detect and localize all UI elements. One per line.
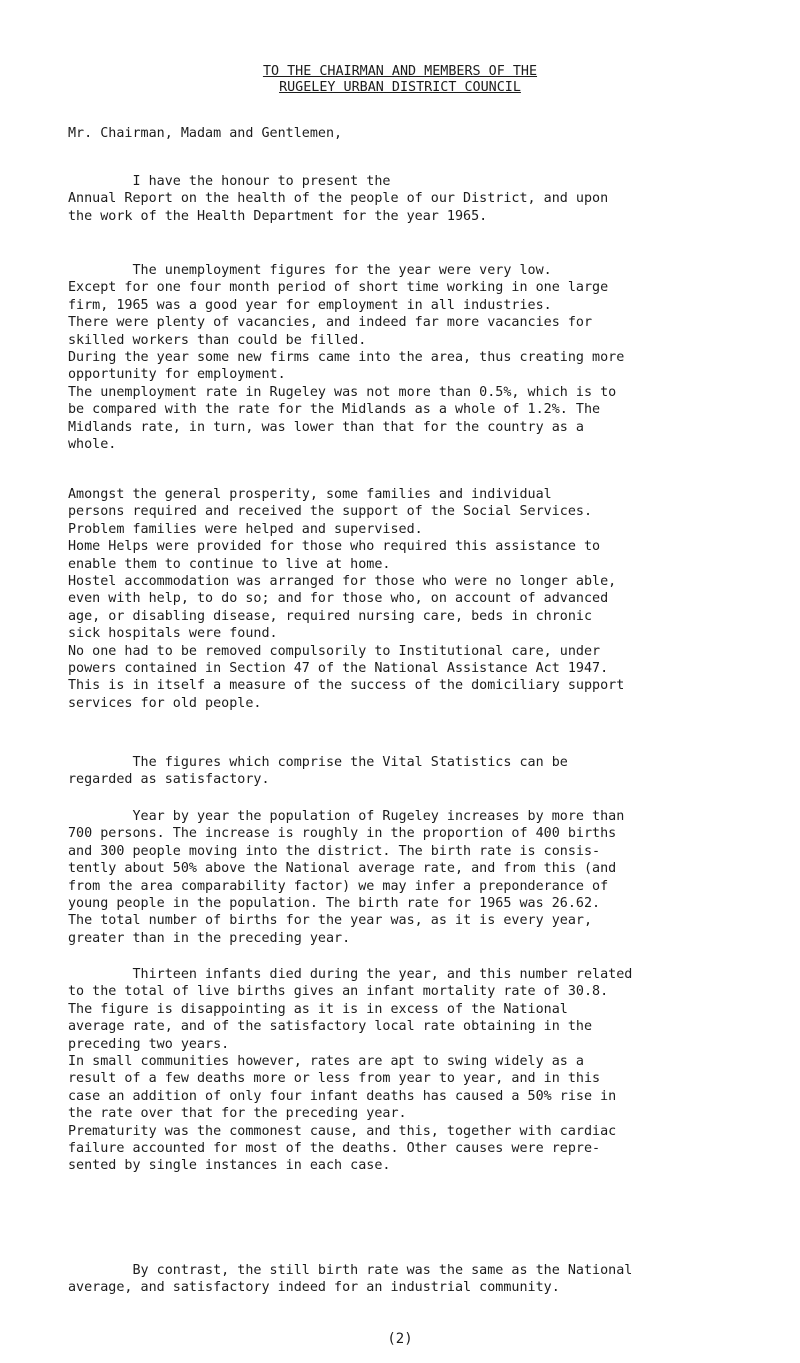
paragraph-social-services: Amongst the general prosperity, some families and individual persons required and received the support of the Social Services. Problem families were helped and supervised. Home Helps were provided for those who required this assistance to enable them to continue to live at home. Hostel accommodation was arranged for those who were no longer able, even with help, to do so; and for those who, on account of advanced age, or disabling disease, required nursing care, beds in chronic sick hospitals were found. No one had to be removed compulsorily to Institutional care, under powers contained in Section 47 of the National Assistance Act 1947. This is in itself a measure of the success of the domiciliary support services for old people. (68, 487, 625, 711)
salutation: Mr. Chairman, Madam and Gentlemen, (68, 126, 343, 141)
paragraph-infant-mortality: Thirteen infants died during the year, and this number related to the total of live births gives an infant mortality rate of 30.8. The figure is disappointing as it is in excess of the National average rate, and of the satisfactory local rate obtaining in the preceding two years. In small communities however, rates are apt to swing widely as a result of a few deaths more or less from year to year, and in this case an addition of only four infant deaths has caused a 50% rise in the rate over that for the preceding year. Prematurity was the commonest cause, and this, together with cardiac failure accounted for most of the deaths. Other causes were repre- sented by single instances in each case. (68, 967, 633, 1174)
paragraph-vital-statistics: The figures which comprise the Vital Statistics can be regarded as satisfactory. (68, 755, 568, 788)
paragraph-unemployment: The unemployment figures for the year were very low. Except for one four month period of short time working in one large firm, 1965 was a good year for employment in all industries. There were plenty of vacancies, and indeed far more vacancies for skilled workers than could be filled. During the year some new firms came into the area, thus creating more opportunity for employment. The unemployment rate in Rugeley was not more than 0.5%, which is to be compared with the rate for the Midlands as a whole of 1.2%. The Midlands rate, in turn, was lower than that for the country as a whole. (68, 263, 625, 453)
paragraph-still-birth: By contrast, the still birth rate was the same as the National average, and satisfactory indeed for an industrial community. (68, 1263, 633, 1296)
paragraph-population: Year by year the population of Rugeley increases by more than 700 persons. The increase is roughly in the proportion of 400 births and 300 people moving into the district. The birth rate is consis- tently about 50% above the National average rate, and from this (and from the area comparability factor) we may infer a preponderance of young people in the population. The birth rate for 1965 was 26.62. The total number of births for the year was, as it is every year, greater than in the preceding year. (68, 809, 625, 946)
heading-line-2: RUGELEY URBAN DISTRICT COUNCIL (279, 80, 521, 95)
heading-line-1: TO THE CHAIRMAN AND MEMBERS OF THE (262, 64, 538, 79)
page-number: (2) (387, 1331, 413, 1347)
paragraph-introduction: I have the honour to present the Annual Report on the health of the people of our District, and upon the work of the Health Department for the year 1965. (68, 174, 609, 224)
